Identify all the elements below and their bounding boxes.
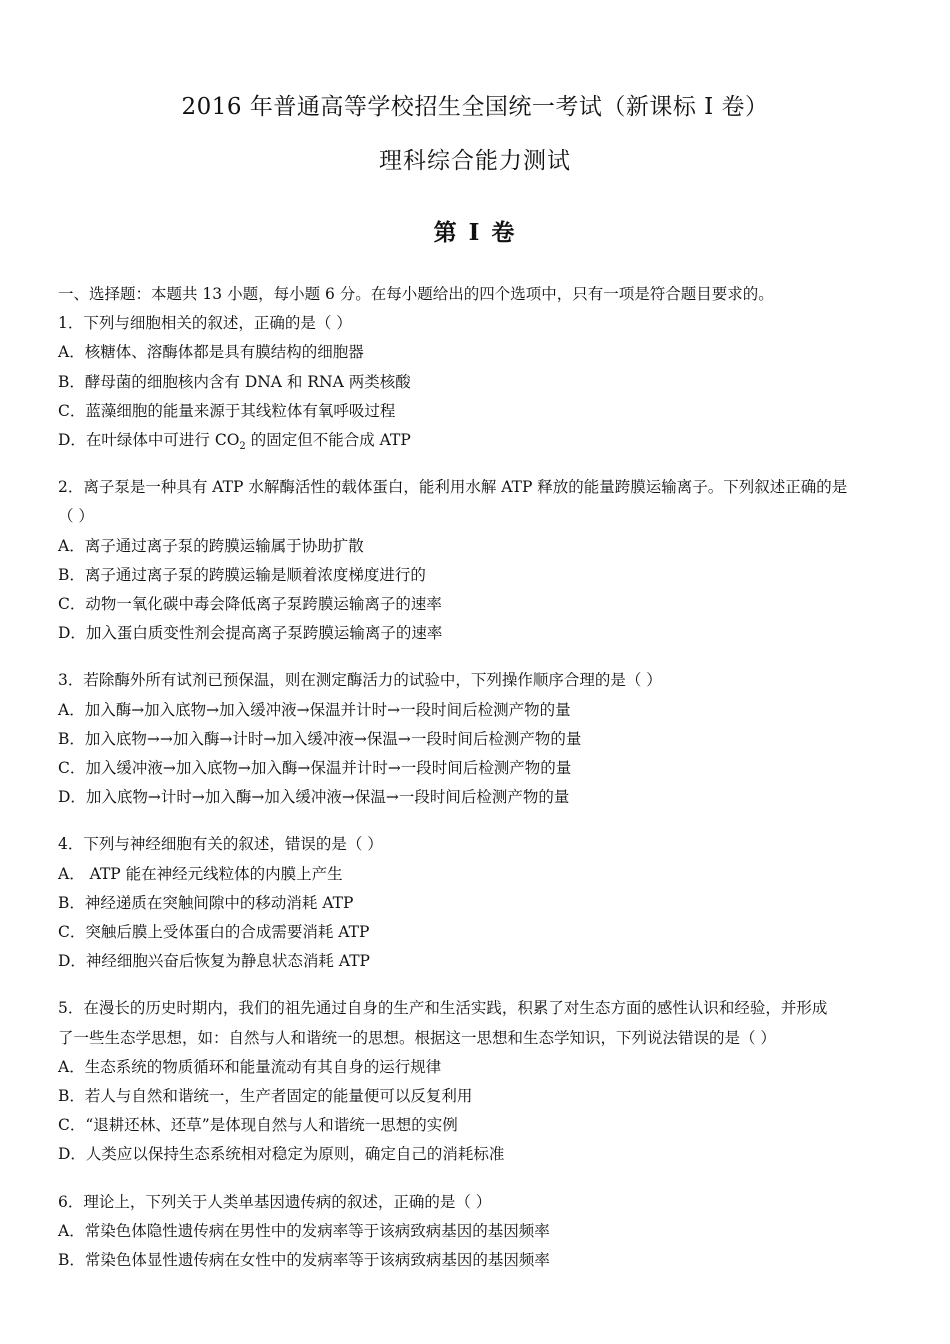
option-c: C．蓝藻细胞的能量来源于其线粒体有氧呼吸过程	[58, 401, 396, 420]
question-2	[58, 473, 898, 648]
question-5	[58, 994, 898, 1169]
question-stem: 3．若除酶外所有试剂已预保温，则在测定酶活力的试验中，下列操作顺序合理的是（ ）	[58, 671, 662, 690]
question-stem-continued: 了一些生态学思想，如：自然与人和谐统一的思想。根据这一思想和生态学知识，下列说法错误的是（ ）	[58, 1028, 776, 1047]
question-6	[58, 1188, 898, 1276]
question-stem: 4．下列与神经细胞有关的叙述，错误的是（ ）	[58, 835, 383, 854]
option-a: A．核糖体、溶酶体都是具有膜结构的细胞器	[58, 343, 364, 362]
question-stem-continued: （ ）	[58, 507, 94, 526]
section-intro: 一、选择题：本题共 13 小题，每小题 6 分。在每小题给出的四个选项中，只有一项是符合题目要求的。	[58, 285, 774, 303]
option-c: C．“退耕还林、还草”是体现自然与人和谐统一思想的实例	[58, 1116, 458, 1135]
question-stem: 2．离子泵是一种具有 ATP 水解酶活性的载体蛋白，能利用水解 ATP 释放的能量跨膜运输离子。下列叙述正确的是	[58, 478, 848, 497]
option-d: D．人类应以保持生态系统相对稳定为原则，确定自己的消耗标准	[58, 1145, 505, 1164]
option-d-text: D．在叶绿体中可进行 CO	[58, 431, 240, 450]
option-d: D．加入底物→计时→加入酶→加入缓冲液→保温→一段时间后检测产物的量	[58, 788, 570, 807]
option-b: B．加入底物→→加入酶→计时→加入缓冲液→保温→一段时间后检测产物的量	[58, 729, 582, 748]
option-a: A．离子通过离子泵的跨膜运输属于协助扩散	[58, 536, 364, 555]
option-d-text-end: 的固定但不能合成 ATP	[245, 431, 411, 450]
exam-content	[58, 280, 898, 1275]
option-a: A．生态系统的物质循环和能量流动有其自身的运行规律	[58, 1057, 442, 1076]
option-b: B．神经递质在突触间隙中的移动消耗 ATP	[58, 893, 354, 912]
option-c: C．动物一氧化碳中毒会降低离子泵跨膜运输离子的速率	[58, 595, 442, 614]
option-c: C．加入缓冲液→加入底物→加入酶→保温并计时→一段时间后检测产物的量	[58, 759, 572, 778]
option-d: D．神经细胞兴奋后恢复为静息状态消耗 ATP	[58, 952, 370, 971]
option-a: A． ATP 能在神经元线粒体的内膜上产生	[58, 864, 343, 883]
volume-heading: 第 I 卷	[433, 219, 517, 246]
co2-subscript: 2	[239, 441, 246, 453]
option-b: B．若人与自然和谐统一，生产者固定的能量便可以反复利用	[58, 1087, 473, 1106]
option-c: C．突触后膜上受体蛋白的合成需要消耗 ATP	[58, 923, 370, 942]
option-d	[58, 426, 898, 455]
exam-subtitle: 理科综合能力测试	[379, 148, 571, 174]
option-a: A．常染色体隐性遗传病在男性中的发病率等于该病致病基因的基因频率	[58, 1221, 550, 1240]
option-b: B．离子通过离子泵的跨膜运输是顺着浓度梯度进行的	[58, 565, 426, 584]
option-d: D．加入蛋白质变性剂会提高离子泵跨膜运输离子的速率	[58, 624, 443, 643]
question-1	[58, 309, 898, 455]
question-stem: 5．在漫长的历史时期内，我们的祖先通过自身的生产和生活实践，积累了对生态方面的感性认识和经验，并形成	[58, 999, 828, 1018]
question-stem: 6．理论上，下列关于人类单基因遗传病的叙述，正确的是（ ）	[58, 1192, 492, 1211]
option-a: A．加入酶→加入底物→加入缓冲液→保温并计时→一段时间后检测产物的量	[58, 700, 571, 719]
question-stem: 1．下列与细胞相关的叙述，正确的是（ ）	[58, 314, 352, 333]
question-4	[58, 830, 898, 976]
option-b: B．常染色体显性遗传病在女性中的发病率等于该病致病基因的基因频率	[58, 1251, 550, 1270]
option-b: B．酵母菌的细胞核内含有 DNA 和 RNA 两类核酸	[58, 372, 411, 391]
question-3	[58, 666, 898, 812]
exam-title: 2016 年普通高等学校招生全国统一考试（新课标 I 卷）	[181, 94, 769, 120]
